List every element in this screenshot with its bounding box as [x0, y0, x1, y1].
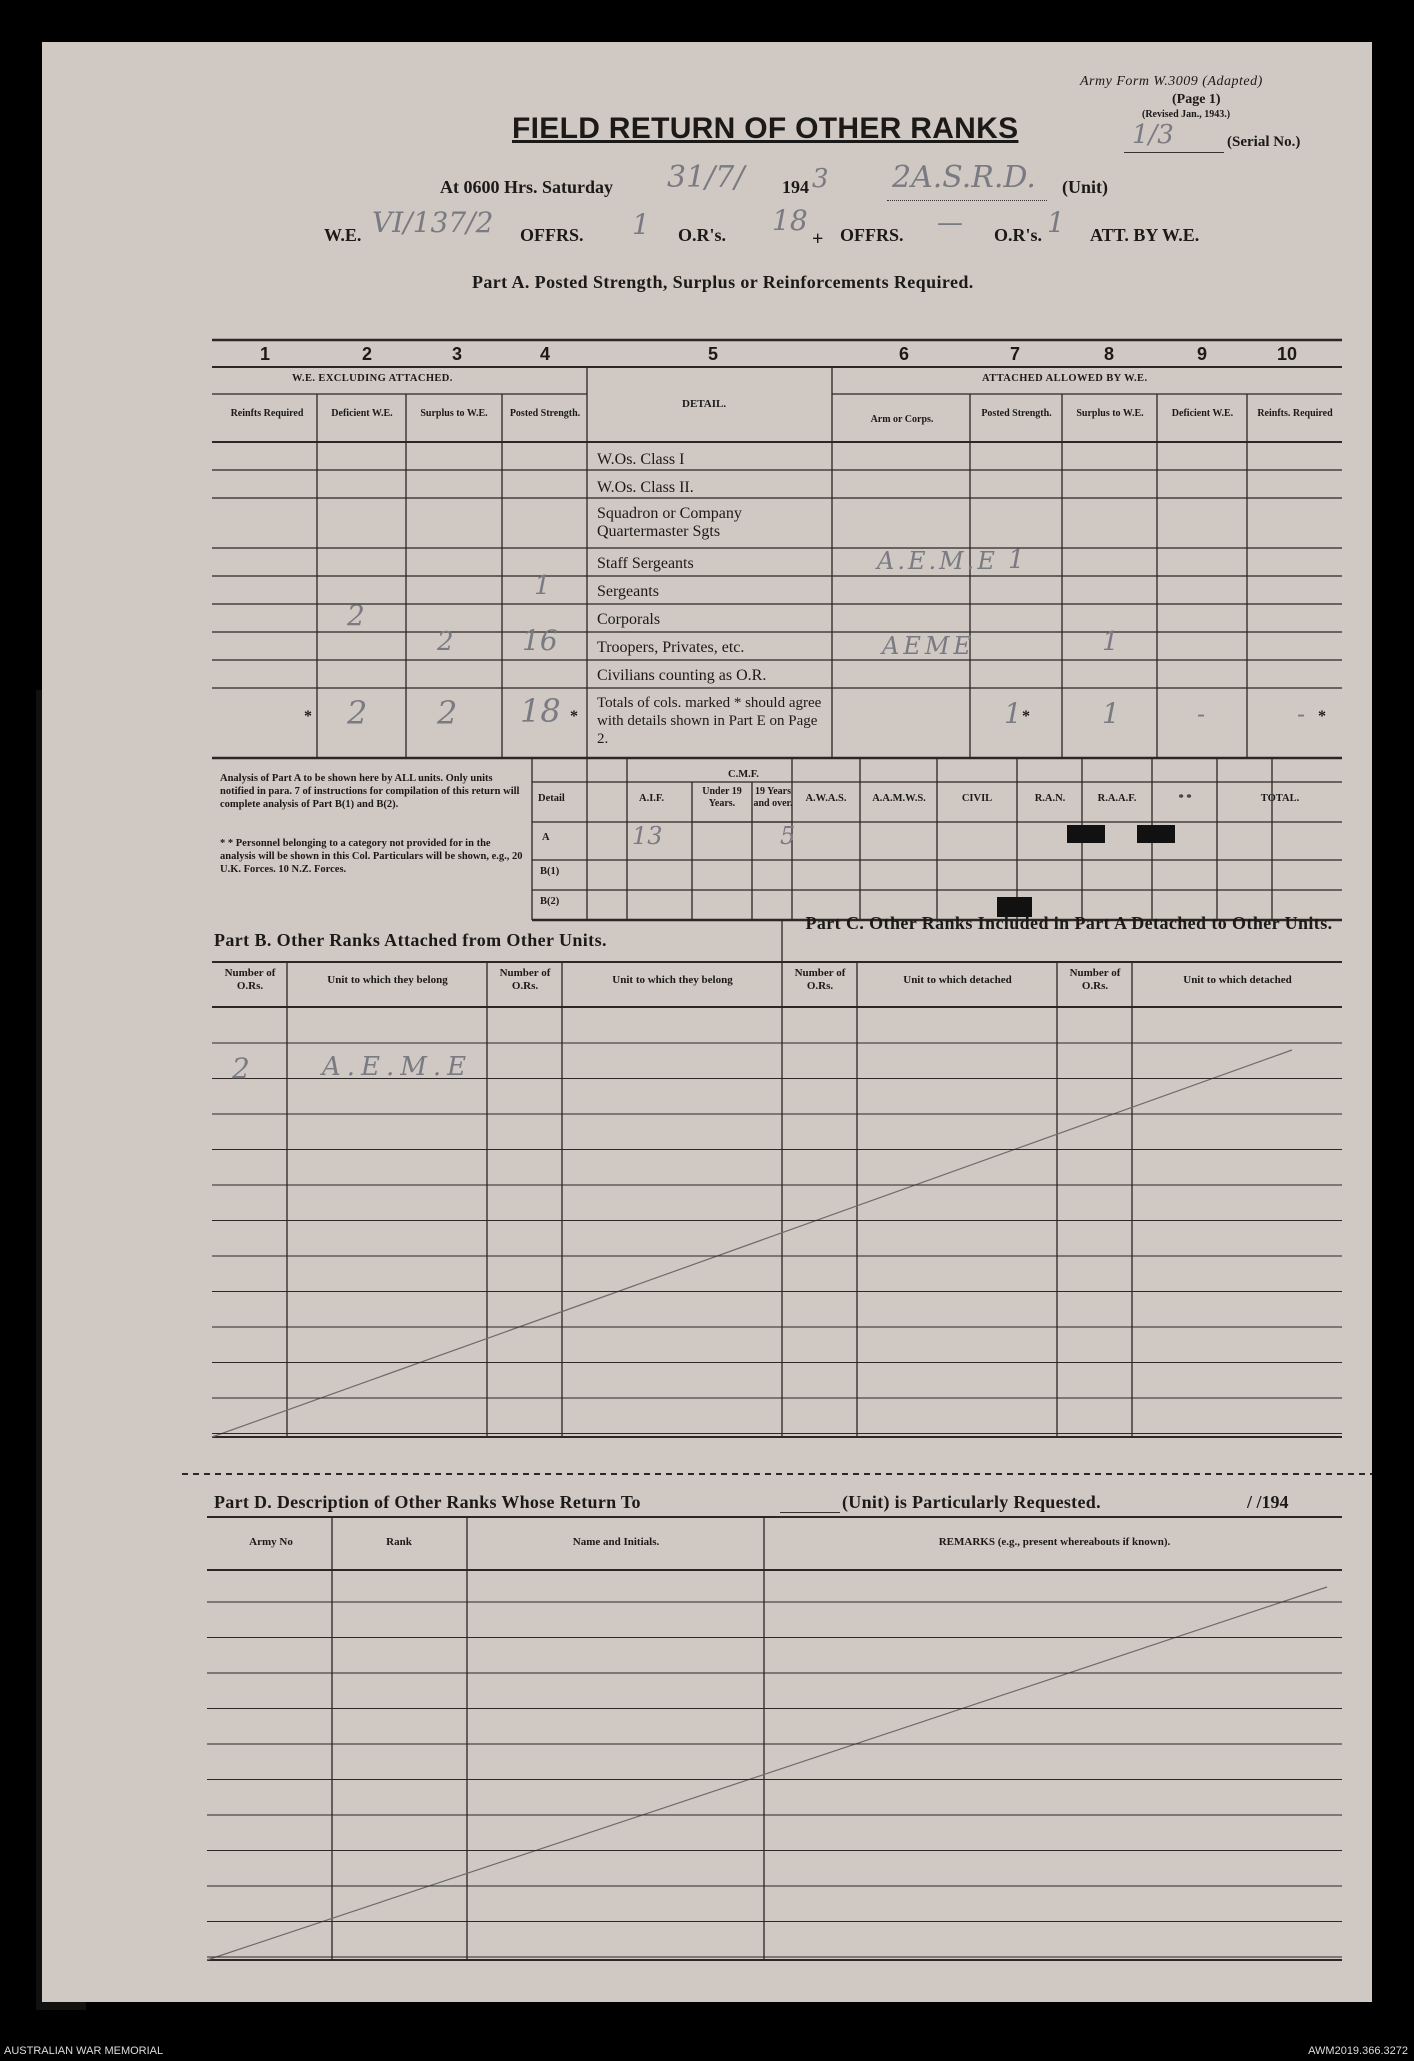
offrs2-label: OFFRS.	[840, 225, 904, 245]
analysis-row-b1: B(1)	[540, 866, 560, 877]
analysis-head-aif: A.I.F.	[639, 793, 664, 804]
ors2-label: O.R's.	[994, 225, 1043, 245]
ors2-value: 1	[1047, 206, 1065, 239]
totals-deficient-att: -	[1197, 700, 1206, 728]
part-d-h-rank: Rank	[386, 1536, 412, 1548]
analysis-row-b2: B(2)	[540, 896, 560, 907]
analysis-over19-a: 5	[780, 822, 796, 850]
analysis-head-other: * *	[1178, 793, 1192, 804]
subheader-reinfts-att: Reinfts. Required	[1257, 408, 1333, 419]
subheader-arm: Arm or Corps.	[870, 414, 934, 425]
subheader-reinfts: Reinfts Required	[230, 408, 304, 419]
we-value: VI/137/2	[372, 206, 494, 239]
group-header-we: W.E. EXCLUDING ATTACHED.	[292, 373, 453, 384]
part-b-h-num-1: Number of O.Rs.	[224, 967, 276, 992]
part-b-entry-unit: A.E.M.E	[322, 1052, 473, 1082]
totals-star-7: *	[1022, 708, 1030, 725]
detail-corporals: Corporals	[597, 611, 661, 628]
detail-sergeants: Sergeants	[597, 583, 659, 600]
form-grid	[42, 42, 1372, 2002]
year-value: 3	[812, 164, 829, 194]
part-d-title: Part D. Description of Other Ranks Whose Return To	[214, 1492, 641, 1512]
troopers-surplus: 2	[437, 627, 454, 657]
group-header-attached: ATTACHED ALLOWED BY W.E.	[982, 373, 1148, 384]
analysis-head-civil: CIVIL	[961, 793, 993, 804]
totals-star-1: *	[304, 708, 312, 725]
form-number: Army Form W.3009 (Adapted)	[1080, 74, 1263, 89]
part-b-h-unit-1: Unit to which they belong	[327, 974, 448, 986]
col-number-10: 10	[1277, 344, 1298, 364]
unit-label: (Unit)	[1062, 177, 1108, 197]
part-d-date: / /194	[1247, 1492, 1289, 1512]
staff-sgt-arm: A.E.M.E	[877, 547, 998, 575]
date-value: 31/7/	[667, 160, 745, 195]
form-page: (Page 1)	[1172, 92, 1221, 107]
troopers-arm: AEME	[882, 632, 975, 660]
totals-reinfts-att: -	[1297, 700, 1306, 728]
detail-wo-class-1: W.Os. Class I	[597, 451, 685, 468]
part-b-title: Part B. Other Ranks Attached from Other Units.	[214, 930, 607, 950]
unit-value: 2A.S.R.D.	[892, 160, 1036, 195]
totals-star-10: *	[1318, 708, 1326, 725]
footer-reference: AWM2019.366.3272	[1308, 2045, 1408, 2057]
analysis-head-awas: A.W.A.S.	[805, 793, 847, 804]
detail-header: DETAIL.	[682, 398, 727, 410]
part-c-title: Part C. Other Ranks Included in Part A Detached to Other Units.	[805, 913, 1333, 933]
subheader-posted-att: Posted Strength.	[981, 408, 1052, 419]
serial-value: 1/3	[1132, 120, 1174, 150]
col-number-4: 4	[540, 344, 551, 364]
analysis-head-over19: 19 Years and over.	[753, 786, 793, 809]
serial-label: (Serial No.)	[1227, 134, 1301, 150]
detail-cqms: Squadron or Company Quartermaster Sgts	[597, 505, 742, 540]
page-title: FIELD RETURN OF OTHER RANKS	[512, 112, 1019, 145]
form-sheet	[42, 42, 1372, 2002]
col-number-9: 9	[1197, 344, 1208, 364]
att-label: ATT. BY W.E.	[1090, 225, 1200, 245]
analysis-aif-a: 13	[632, 822, 663, 850]
analysis-head-detail: Detail	[538, 793, 565, 804]
offrs-value: 1	[632, 208, 650, 241]
troopers-posted: 16	[522, 624, 558, 657]
totals-surplus-att: 1	[1102, 697, 1120, 730]
analysis-head-cmf: C.M.F.	[728, 769, 759, 780]
totals-surplus: 2	[437, 694, 458, 732]
analysis-head-aamws: A.A.M.W.S.	[872, 793, 926, 804]
analysis-row-a: A	[542, 832, 550, 843]
plus-sign: +	[812, 228, 824, 250]
analysis-head-ran: R.A.N.	[1034, 793, 1066, 804]
subheader-deficient-att: Deficient W.E.	[1171, 408, 1234, 419]
part-c-h-num-1: Number of O.Rs.	[794, 967, 846, 992]
part-a-title: Part A. Posted Strength, Surplus or Reinforcements Required.	[472, 272, 974, 292]
col-number-2: 2	[362, 344, 373, 364]
part-c-h-unit-2: Unit to which detached	[1183, 974, 1292, 986]
analysis-head-raaf: R.A.A.F.	[1097, 793, 1137, 804]
analysis-head-under19: Under 19 Years.	[702, 786, 742, 809]
part-d-h-remarks: REMARKS (e.g., present whereabouts if known).	[938, 1536, 1171, 1548]
part-d-title-2: (Unit) is Particularly Requested.	[842, 1492, 1101, 1512]
analysis-note: Analysis of Part A to be shown here by ALL units. Only units notified in para. 7 of instructions for compilation of this return will complete analysis of Part B(1) and B(2).	[220, 773, 520, 810]
subheader-posted: Posted Strength.	[509, 408, 581, 419]
part-c-h-num-2: Number of O.Rs.	[1069, 967, 1121, 992]
part-d-h-army-no: Army No	[249, 1536, 293, 1548]
col-number-6: 6	[899, 344, 910, 364]
we-label: W.E.	[324, 225, 362, 245]
subheader-surplus-att: Surplus to W.E.	[1076, 408, 1144, 419]
analysis-head-total: TOTAL.	[1260, 793, 1300, 804]
col-number-3: 3	[452, 344, 463, 364]
detail-totals: Totals of cols. marked * should agree with details shown in Part E on Page 2.	[597, 695, 822, 747]
totals-star-4: *	[570, 708, 578, 725]
part-b-h-num-2: Number of O.Rs.	[499, 967, 551, 992]
detail-wo-class-2: W.Os. Class II.	[597, 479, 694, 496]
footer-credit: AUSTRALIAN WAR MEMORIAL	[4, 2045, 164, 2057]
totals-posted: 18	[520, 692, 561, 730]
troopers-surplus-att: 1	[1102, 627, 1119, 657]
ors-label: O.R's.	[678, 225, 727, 245]
subheader-deficient: Deficient W.E.	[331, 408, 393, 419]
corporals-deficient: 2	[347, 599, 365, 632]
part-d-unit-blank	[780, 1512, 840, 1513]
subheader-surplus: Surplus to W.E.	[420, 408, 488, 419]
detail-civilians: Civilians counting as O.R.	[597, 667, 767, 684]
detail-troopers: Troopers, Privates, etc.	[597, 639, 745, 656]
part-c-h-unit-1: Unit to which detached	[903, 974, 1012, 986]
col-number-5: 5	[708, 344, 719, 364]
at-label: At 0600 Hrs. Saturday	[440, 177, 614, 197]
offrs2-value: —	[937, 208, 963, 238]
totals-posted-att: 1	[1004, 697, 1022, 730]
col-number-1: 1	[260, 344, 271, 364]
year-prefix: 194	[782, 177, 809, 197]
ors-value: 18	[772, 204, 808, 237]
totals-deficient: 2	[347, 694, 368, 732]
sergeants-posted: 1	[534, 571, 551, 601]
offrs-label: OFFRS.	[520, 225, 584, 245]
staff-sgt-posted-att: 1	[1008, 545, 1025, 575]
part-b-h-unit-2: Unit to which they belong	[612, 974, 733, 986]
analysis-note-2: * * Personnel belonging to a category not provided for in the analysis will be shown in this Col. Particulars will be shown, e.g., 20 U.K. Forces. 10 N.Z. Forces.	[220, 838, 523, 875]
part-b-entry-num: 2	[232, 1052, 250, 1085]
part-d-h-name: Name and Initials.	[572, 1536, 660, 1548]
detail-staff-sergeants: Staff Sergeants	[597, 555, 694, 572]
form-revised: (Revised Jan., 1943.)	[1142, 109, 1231, 120]
col-number-8: 8	[1104, 344, 1115, 364]
col-number-7: 7	[1010, 344, 1021, 364]
